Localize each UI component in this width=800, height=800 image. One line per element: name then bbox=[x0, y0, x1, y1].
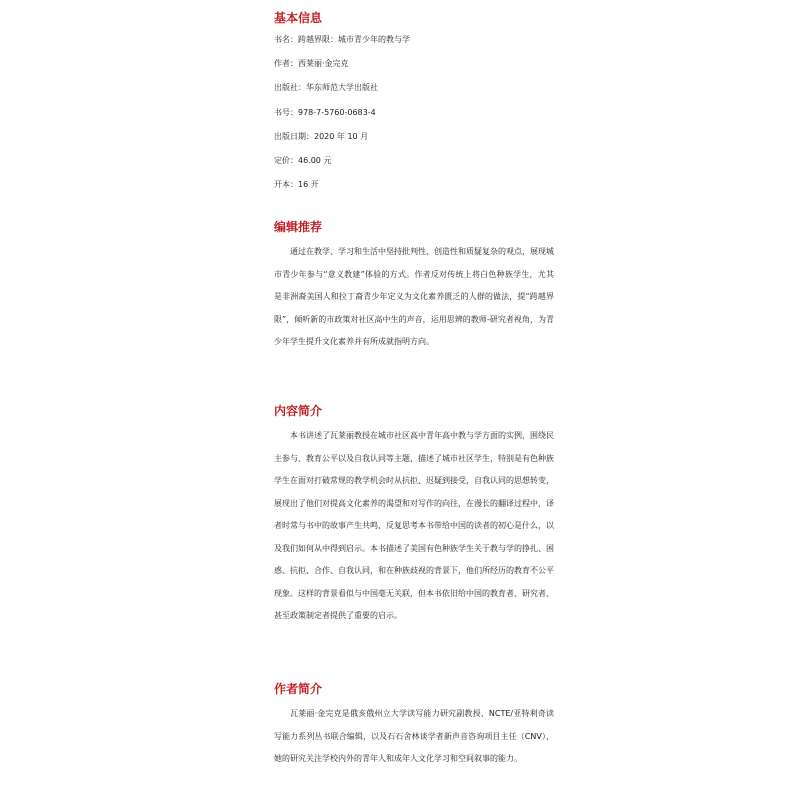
info-row-isbn: 书号：978-7-5760-0683-4 bbox=[274, 107, 376, 117]
content-summary-title: 内容简介 bbox=[274, 404, 323, 418]
content-summary-section bbox=[274, 404, 554, 628]
info-row-format: 开本：16 开 bbox=[274, 180, 319, 190]
info-row-publisher: 出版社：华东师范大学出版社 bbox=[274, 83, 378, 93]
editor-recommendation-title: 编辑推荐 bbox=[274, 220, 323, 234]
author-bio-title: 作者简介 bbox=[274, 682, 323, 696]
basic-info-list bbox=[274, 35, 554, 190]
author-bio-section bbox=[274, 682, 554, 771]
info-row-author: 作者：西莱丽·金完克 bbox=[274, 59, 349, 69]
content-summary-text: 本书讲述了瓦莱丽教授在城市社区高中青年高中教与学方面的实例，围绕民主参与、教育公平以及自我认同等主题，描述了城市社区学生，特别是有色种族学生在面对打破常规的教学机会时从抗拒、迟疑到接受，自我认同的思想转变，展现出了他们对提高文化素养的渴望和对写作的向往，在漫长的翻译过程中，译者时常与书中的故事产生共鸣，反复思考本书带给中国的读者的初心是什么，以及我们如何从中得到启示。本书描述了美国有色种族学生关于教与学的挣扎、困惑、抗拒、合作、自我认同，和在种族歧视的背景下，他们所经历的教育不公平现象。这样的背景看似与中国毫无关联，但本书依旧给中国的教育者、研究者、甚至政策制定者提供了重要的启示。 bbox=[274, 431, 554, 620]
info-row-title: 书名：跨越界限：城市青少年的教与学 bbox=[274, 35, 410, 44]
basic-info-title: 基本信息 bbox=[274, 11, 323, 25]
editor-recommendation-text: 通过在教学、学习和生活中坚持批判性、创造性和质疑复杂的观点，展现城市青少年参与“意义教建”体验的方式。作者反对传统上将白色种族学生，尤其是非洲裔美国人和拉丁裔青少年定义为文化素养匮乏的人群的做法，提“跨越界限”，倾听新的市政策对社区高中生的声音，运用思辨的教师-研究者视角，为青少年学生提升文化素养并有所成就指明方向。 bbox=[274, 247, 554, 346]
editor-recommendation-section bbox=[274, 220, 554, 354]
info-row-price: 定价：46.00 元 bbox=[274, 155, 332, 165]
info-row-publish-date: 出版日期：2020 年 10 月 bbox=[274, 131, 369, 141]
author-bio-text: 瓦莱丽·金完克是俄亥俄州立大学读写能力研究副教授、NCTE/亚特利奇读写能力系列丛书联合编辑，以及石石舍林谈学者新声音咨询项目主任（CNV），她的研究关注学校内外的青年人和成年人文化学习和空间叙事的能力。 bbox=[274, 709, 554, 763]
basic-info-section bbox=[274, 11, 554, 204]
